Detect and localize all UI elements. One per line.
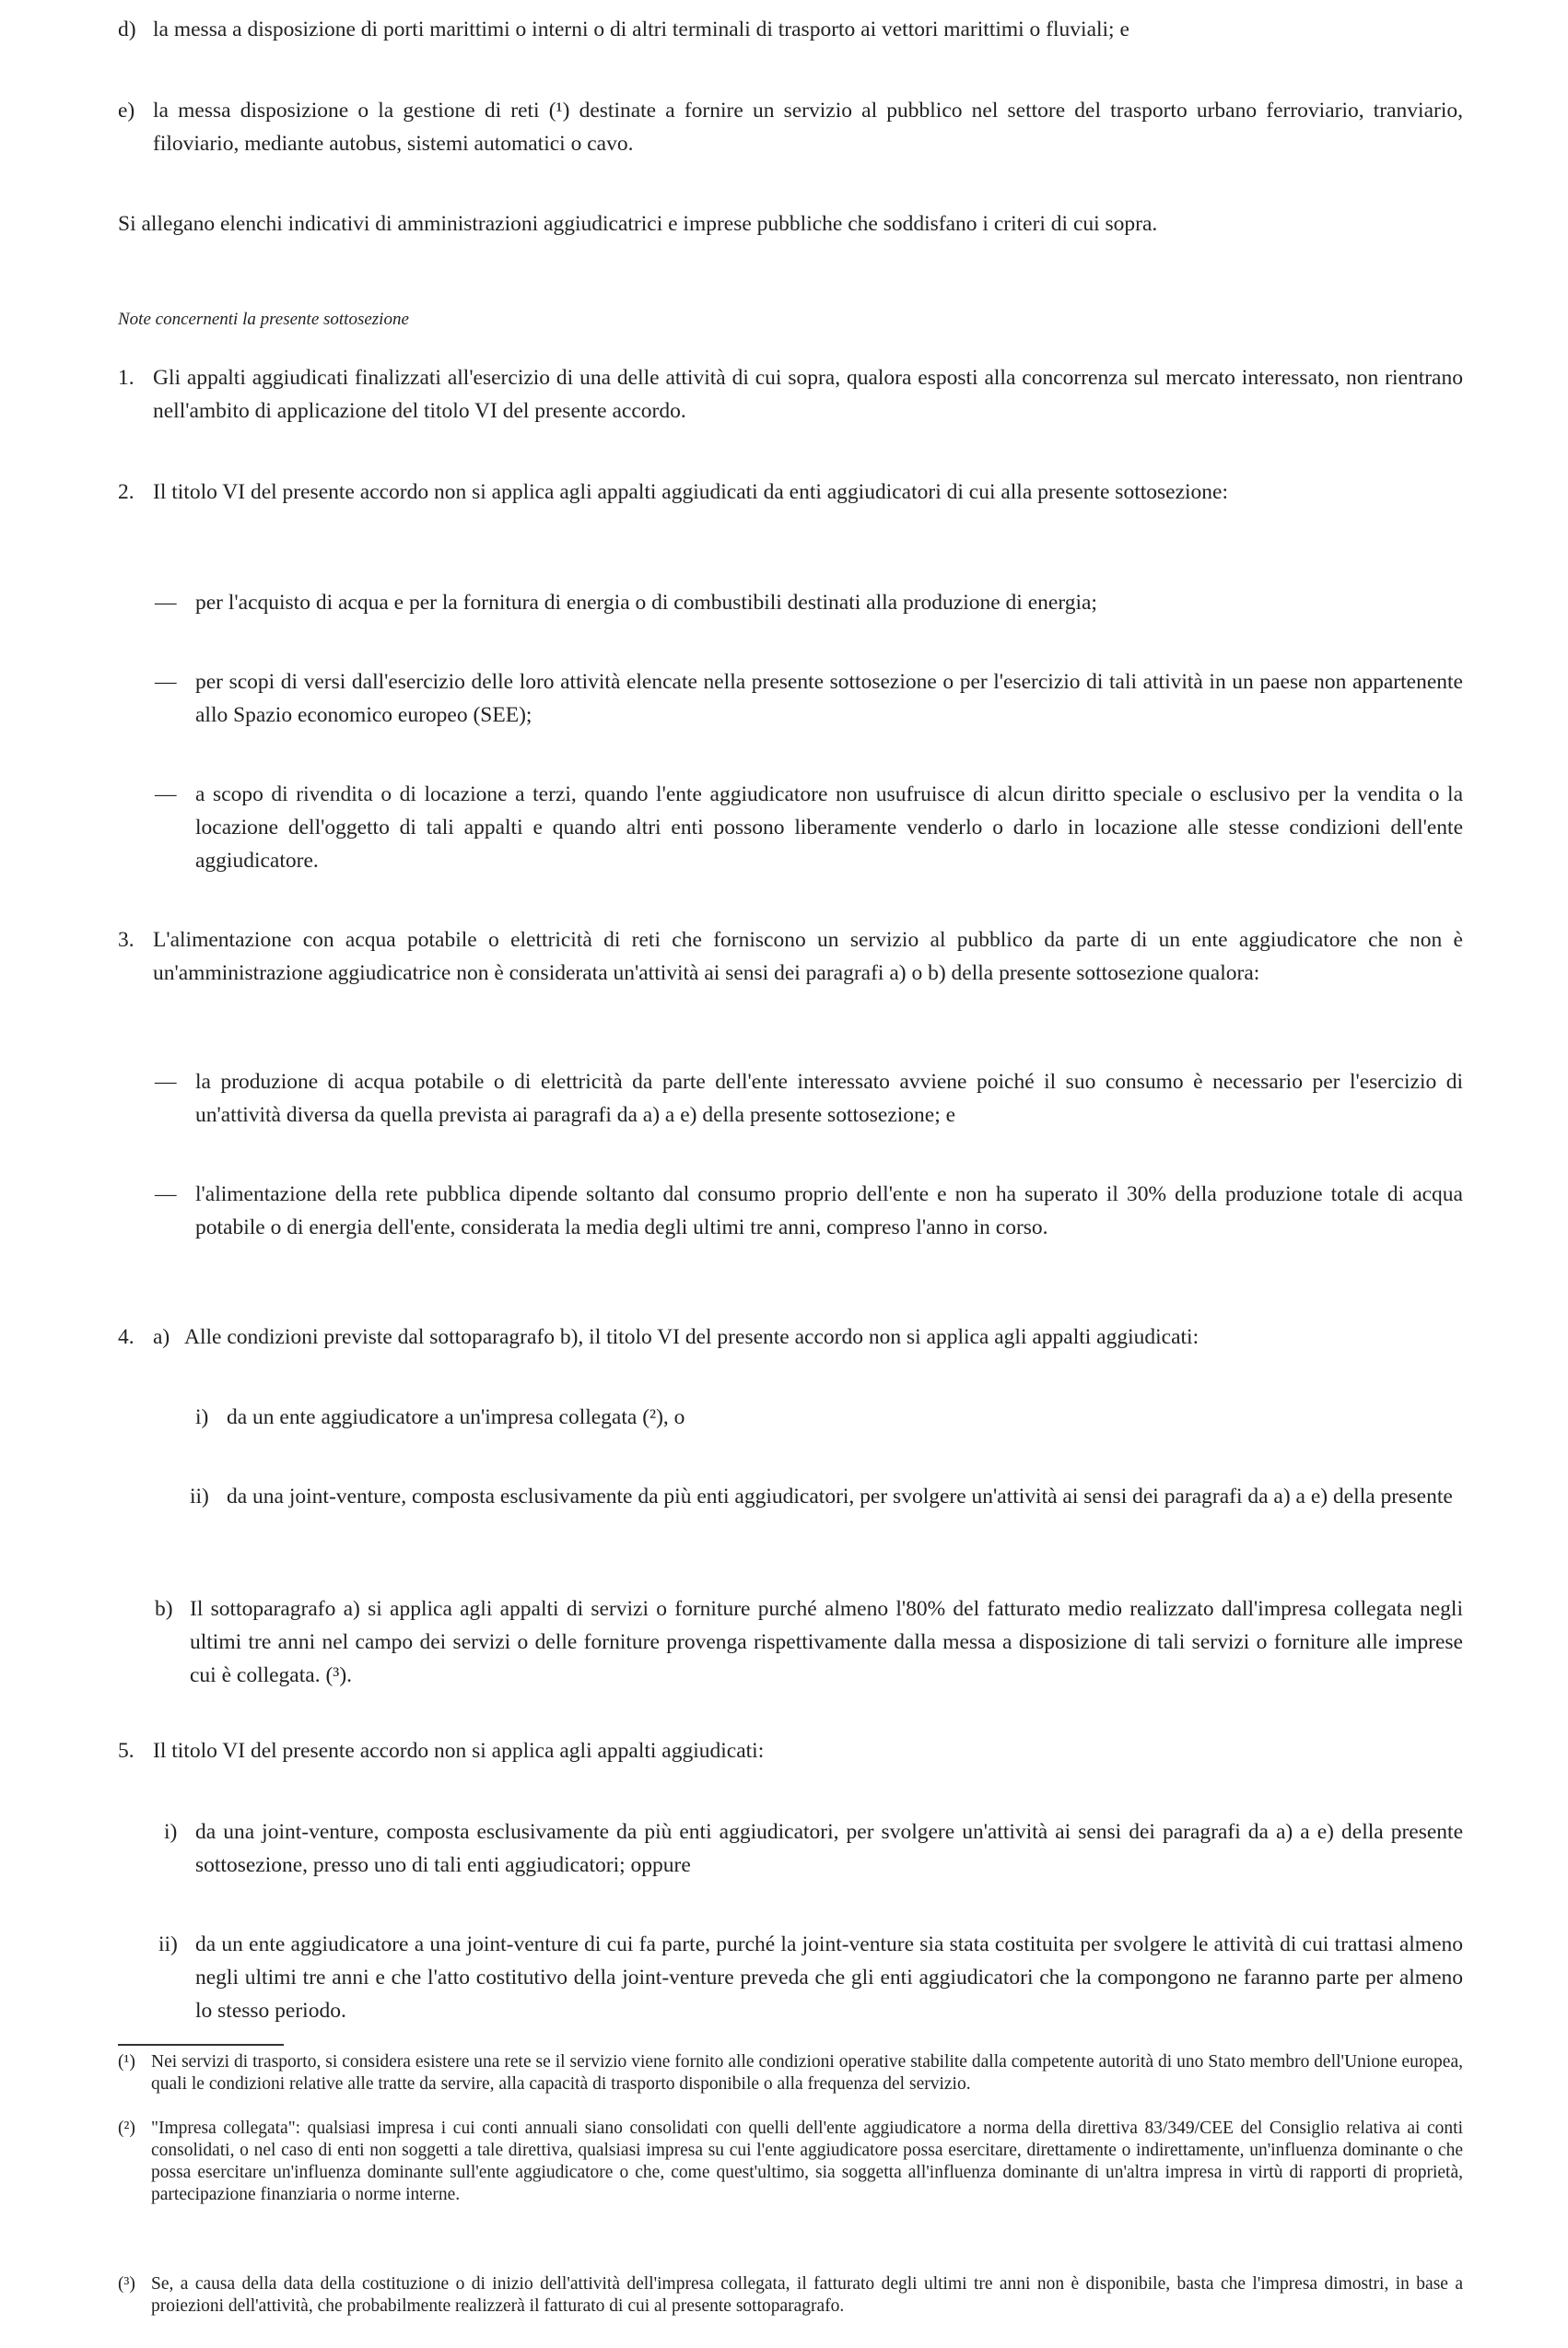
note-2-bullet: — per l'acquisto di acqua e per la fornitura di energia o di combustibili destinati alla produzione di energia; — [118, 586, 1463, 619]
footnote-label: (¹) — [118, 2052, 135, 2072]
intro-paragraph — [118, 207, 1463, 241]
item-e-text: la messa disposizione o la gestione di reti (¹) destinate a fornire un servizio al pubblico nel settore del trasporto urbano ferroviario, tranviario, filoviario, mediante autobus, sistemi automatici o cavo. — [153, 99, 1463, 156]
note-2-bullet-text: per l'acquisto di acqua e per la fornitura di energia o di combustibili destinati alla produzione di energia; — [195, 591, 1097, 615]
note-4-a-label: a) — [153, 1325, 170, 1349]
note-3-bullet: — l'alimentazione della rete pubblica dipende soltanto dal consumo proprio dell'ente e non ha superato il 30% della produzione totale di acqua potabile o di energia dell'ente, considerata la media degli ultimi tre anni, compreso l'anno in corso. — [118, 1178, 1463, 1244]
note-3-label: 3. — [118, 928, 135, 952]
item-e — [118, 94, 1463, 160]
note-4-b-text: Il sottoparagrafo a) si applica agli appalti di servizi o forniture purché almeno l'80% del fatturato medio realizzato dall'impresa collegata negli ultimi tre anni nel campo dei servizi o delle forniture provenga rispettivamente dalla messa a disposizione di tali servizi o forniture alle imprese cui è collegata. (³). — [190, 1597, 1463, 1687]
note-4-ii-text: da una joint-venture, composta esclusivamente da più enti aggiudicatori, per svolgere un'attività ai sensi dei paragrafi da a) a e) della presente — [227, 1485, 1453, 1509]
note-1-text: Gli appalti aggiudicati finalizzati all'esercizio di una delle attività di cui sopra, qualora esposti alla concorrenza sul mercato interessato, non rientrano nell'ambito di applicazione del titolo VI del presente accordo. — [153, 366, 1463, 423]
note-5-label: 5. — [118, 1739, 135, 1763]
footnote — [118, 2118, 1463, 2206]
note-4-i — [118, 1401, 1463, 1434]
note-4 — [118, 1321, 1463, 1354]
note-5-ii-label: ii) — [158, 1932, 178, 1956]
note-5-text: Il titolo VI del presente accordo non si applica agli appalti aggiudicati: — [153, 1739, 765, 1763]
note-3-text: L'alimentazione con acqua potabile o elettricità di reti che forniscono un servizio al pubblico da parte di un ente aggiudicatore che non è un'amministrazione aggiudicatrice non è considerata un'attività ai sensi dei paragrafi a) o b) della presente sottosezione qualora: — [153, 928, 1463, 985]
note-4-label: 4. — [118, 1325, 135, 1349]
note-1-label: 1. — [118, 366, 135, 390]
footnote-text: Se, a causa della data della costituzione o di inizio dell'attività dell'impresa collegata, il fatturato degli ultimi tre anni non è disponibile, basta che l'impresa dimostri, in base a proiezioni dell'attività, che probabilmente realizzerà il fatturato di cui al presente sottoparagrafo. — [151, 2274, 1463, 2316]
note-5-i-label: i) — [164, 1820, 178, 1844]
note-5-i — [118, 1815, 1463, 1882]
note-4-b — [118, 1592, 1463, 1692]
note-2-bullet-text: a scopo di rivendita o di locazione a terzi, quando l'ente aggiudicatore non usufruisce di alcun diritto speciale o esclusivo per la vendita o la locazione dell'oggetto di tali appalti e quando altri enti possono liberamente venderlo o darlo in locazione alle stesse condizioni dell'ente aggiudicatore. — [195, 782, 1463, 873]
note-4-i-label: i) — [195, 1405, 209, 1429]
footnote-text: Nei servizi di trasporto, si considera esistere una rete se il servizio viene fornito alle condizioni operative stabilite dalla competente autorità di uno Stato membro dell'Unione europea, quali le condizioni relative alle tratte da servire, alla capacità di trasporto disponibile o alla frequenza del servizio. — [151, 2052, 1463, 2094]
note-3-bullet-text: l'alimentazione della rete pubblica dipende soltanto dal consumo proprio dell'ente e non ha superato il 30% della produzione totale di acqua potabile o di energia dell'ente, considerata la media degli ultimi tre anni, compreso l'anno in corso. — [195, 1182, 1463, 1239]
item-d-text: la messa a disposizione di porti marittimi o interni o di altri terminali di trasporto ai vettori marittimi o fluviali; e — [153, 18, 1129, 41]
note-4-ii-label: ii) — [190, 1485, 209, 1509]
note-3 — [118, 923, 1463, 990]
note-4-ii — [118, 1480, 1463, 1513]
note-4-b-label: b) — [155, 1597, 173, 1621]
note-2-label: 2. — [118, 480, 135, 504]
item-e-label: e) — [118, 99, 135, 123]
note-2-text: Il titolo VI del presente accordo non si applica agli appalti aggiudicati da enti aggiudicatori di cui alla presente sottosezione: — [153, 480, 1229, 504]
footnote-label: (³) — [118, 2274, 135, 2294]
note-3-bullet-text: la produzione di acqua potabile o di elettricità da parte dell'ente interessato avviene poiché il suo consumo è necessario per l'esercizio di un'attività diversa da quella prevista ai paragrafi da a) a e) della presente sottosezione; e — [195, 1070, 1463, 1127]
notes-title: Note concernenti la presente sottosezione — [118, 310, 409, 329]
note-3-bullet: — la produzione di acqua potabile o di elettricità da parte dell'ente interessato avviene poiché il suo consumo è necessario per l'esercizio di un'attività diversa da quella prevista ai paragrafi da a) a e) della presente sottosezione; e — [118, 1065, 1463, 1132]
note-2-bullet: — per scopi di versi dall'esercizio delle loro attività elencate nella presente sottosezione o per l'esercizio di tali attività in un paese non appartenente allo Spazio economico europeo (SEE); — [118, 665, 1463, 732]
note-4-i-text: da un ente aggiudicatore a un'impresa collegata (²), o — [227, 1405, 685, 1429]
note-5-ii — [118, 1928, 1463, 2027]
document-page — [118, 0, 1463, 2348]
footnote-label: (²) — [118, 2119, 135, 2138]
item-d — [118, 13, 1463, 46]
footnote-separator — [118, 2044, 284, 2046]
footnote-text: "Impresa collegata": qualsiasi impresa i cui conti annuali siano consolidati con quelli dell'ente aggiudicatore a norma della direttiva 83/349/CEE del Consiglio relativa ai conti consolidati, o nel caso di enti non soggetti a tale direttiva, qualsiasi impresa su cui l'ente aggiudicatore possa esercitare, direttamente o indirettamente, un'influenza dominante o che possa esercitare un'influenza dominante sull'ente aggiudicatore o che, come quest'ultimo, sia soggetta all'influenza dominante di un'altra impresa in virtù di rapporti di proprietà, partecipazione finanziaria o norme interne. — [151, 2119, 1463, 2204]
note-5 — [118, 1734, 1463, 1767]
note-2 — [118, 475, 1463, 509]
footnote — [118, 2051, 1463, 2096]
note-5-i-text: da una joint-venture, composta esclusivamente da più enti aggiudicatori, per svolgere un'attività ai sensi dei paragrafi da a) a e) della presente sottosezione, presso uno di tali enti aggiudicatori; oppure — [195, 1820, 1463, 1877]
note-5-ii-text: da un ente aggiudicatore a una joint-venture di cui fa parte, purché la joint-venture sia stata costituita per svolgere le attività di cui trattasi almeno negli ultimi tre anni e che l'atto costitutivo della joint-venture preveda che gli enti aggiudicatori che la compongono ne faranno parte per almeno lo stesso periodo. — [195, 1932, 1463, 2023]
note-2-bullet: — a scopo di rivendita o di locazione a terzi, quando l'ente aggiudicatore non usufruisce di alcun diritto speciale o esclusivo per la vendita o la locazione dell'oggetto di tali appalti e quando altri enti possono liberamente venderlo o darlo in locazione alle stesse condizioni dell'ente aggiudicatore. — [118, 778, 1463, 877]
item-d-label: d) — [118, 18, 136, 41]
footnote — [118, 2273, 1463, 2318]
note-2-bullet-text: per scopi di versi dall'esercizio delle loro attività elencate nella presente sottosezione o per l'esercizio di tali attività in un paese non appartenente allo Spazio economico europeo (SEE); — [195, 670, 1463, 727]
note-4-a-text: Alle condizioni previste dal sottoparagrafo b), il titolo VI del presente accordo non si applica agli appalti aggiudicati: — [184, 1325, 1199, 1349]
intro-paragraph-text: Si allegano elenchi indicativi di amministrazioni aggiudicatrici e imprese pubbliche che soddisfano i criteri di cui sopra. — [118, 212, 1158, 236]
note-1 — [118, 361, 1463, 428]
